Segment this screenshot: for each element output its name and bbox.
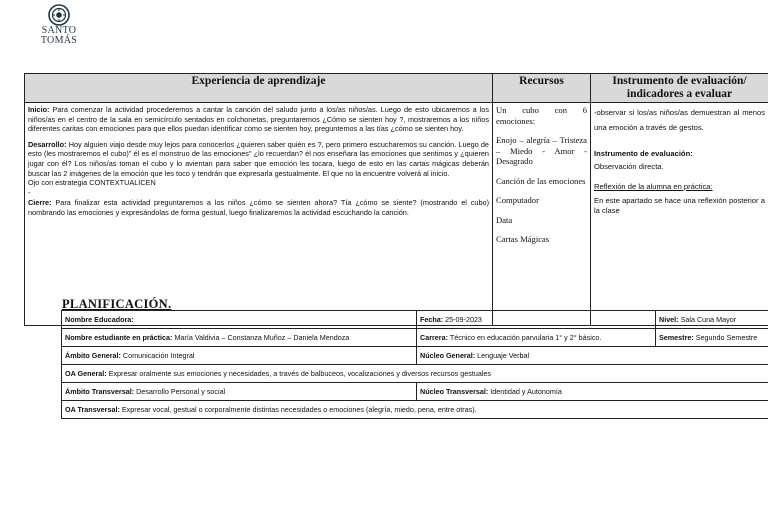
dash-separator: - [28, 187, 31, 197]
oa-transversal-cell [62, 401, 768, 419]
educadora-label: Nombre Educadora: [65, 315, 134, 324]
experience-cell [25, 103, 493, 326]
crest-icon [48, 4, 70, 26]
cierre-paragraph [28, 198, 489, 217]
carrera-cell [417, 329, 656, 347]
semestre-cell [656, 329, 768, 347]
cierre-label: Cierre: [28, 198, 52, 208]
fecha-value: 25-09-2023 [443, 315, 482, 324]
nucleo-transversal-cell [417, 383, 768, 401]
desarrollo-paragraph [28, 140, 489, 178]
reflexion-text: En este apartado se hace una reflexión posterior a la clase [594, 196, 765, 215]
nucleo-transversal-label: Núcleo Transversal: [420, 387, 489, 396]
cierre-text: Para finalizar esta actividad preguntaremos a los niños ¿cómo se sienten ahora? Tía ¿cómo se siente? (mostrando el cubo) nombrando las emociones y expresándolas de forma gestual, luego finalizaremos la actividad escuchando la canción. [28, 198, 489, 217]
fecha-cell [417, 311, 656, 329]
resource-item: Computador [496, 195, 539, 205]
ambito-value: Comunicación Integral [120, 351, 195, 360]
experience-table [24, 73, 768, 326]
ambito-transversal-value: Desarrollo Personal y social [134, 387, 226, 396]
planificacion-title: PLANIFICACIÓN. [62, 297, 172, 311]
inicio-text: Para comenzar la actividad procederemos a cantar la canción del saludo junto a los/as niños/as. Luego de esto ubicaremos a los niños/as en el centro de la sala en semicírculo sentados en colchonetas, preguntaremos ¿Cómo se sienten hoy ?, mostraremos a los niños diferentes caritas con emociones para que ellos puedan identificar como se sienten hoy, preguntemos a las tías ¿cómo se sienten hoy. [28, 105, 489, 134]
logo-line-2: TOMÁS [40, 35, 78, 46]
semestre-value: Segundo Semestre [693, 333, 758, 342]
resource-item: Enojo – alegría – Tristeza – Miedo - Amor - Desagrado [496, 135, 587, 166]
nucleo-label: Núcleo General: [420, 351, 476, 360]
desarrollo-label: Desarrollo: [28, 139, 67, 149]
logo-line-1: SANTO [41, 25, 77, 36]
instrumento-line [594, 149, 765, 159]
nucleo-value: Lenguaje Verbal [475, 351, 530, 360]
nucleo-transversal-value: Identidad y Autonomía [488, 387, 562, 396]
reflexion-title: Reflexión de la alumna en práctica: [594, 182, 713, 191]
resource-item: Cartas Mágicas [496, 234, 550, 244]
nivel-label: Nivel: [659, 315, 679, 324]
educadora-cell [62, 311, 417, 329]
ambito-label: Ámbito General: [65, 351, 121, 360]
table-row [62, 383, 768, 401]
planificacion-table [61, 310, 768, 419]
instrumento-label: Instrumento de evaluación: [594, 149, 693, 158]
resources-cell [493, 103, 591, 326]
carrera-label: Carrera: [420, 333, 448, 342]
oa-transversal-value: Expresar vocal, gestual o corporalmente distintas necesidades o emociones (alegría, miedo, pena, entre otras). [119, 405, 477, 414]
oa-general-label: OA General: [65, 369, 107, 378]
resource-item: Data [496, 214, 513, 225]
table-row [62, 365, 768, 383]
oa-general-value: Expresar oralmente sus emociones y necesidades, a través de balbuceos, vocalizaciones y diversos recursos gestuales [106, 369, 491, 378]
estrategia-note: Ojo con estrategia CONTEXTUALICEN [28, 178, 156, 188]
nivel-cell [656, 311, 768, 329]
inicio-label: Inicio: [28, 105, 50, 114]
ambito-cell [62, 347, 417, 365]
indicator-text: -observar si los/as niños/as demuestran al menos una emoción a través de gestos. [594, 108, 765, 132]
resource-item: Canción de las emociones [496, 175, 586, 186]
instrument-cell [591, 103, 768, 326]
inicio-paragraph [28, 105, 489, 134]
estudiante-cell [62, 329, 417, 347]
oa-transversal-label: OA Transversal: [65, 405, 120, 414]
fecha-label: Fecha: [420, 315, 444, 324]
instrumento-value: Observación directa. [594, 162, 664, 171]
table-row [62, 401, 768, 419]
header-resources: Recursos [493, 74, 591, 103]
carrera-value: Técnico en educación parvularia 1° y 2° básico. [447, 333, 602, 342]
table-row [62, 329, 768, 347]
resource-item: Un cubo con 6 emociones: [496, 105, 587, 126]
table-row [62, 311, 768, 329]
estudiante-value: María Valdivia – Constanza Muñoz – Daniela Mendoza [172, 333, 350, 342]
oa-general-cell [62, 365, 768, 383]
ambito-transversal-cell [62, 383, 417, 401]
header-instrument: Instrumento de evaluación/ indicadores a evaluar [591, 74, 768, 103]
estudiante-label: Nombre estudiante en práctica: [65, 333, 173, 342]
desarrollo-text: Hoy alguien viajo desde muy lejos para conocerlos ¿quieren saber quién es ?, pero primero escucharemos su canción. Luego de esto (les mostraremos el cubo)" él es el monstruo de las emociones" ¿lo recuerdan? él nos enseñara las emociones que sentimos y ¿quieren jugar con él? Los niños/as toman el cubo y lo avientan para saber que emoción les tocara, luego de esto en las cartas mágicas deberán buscar las 2 imágenes de la emoción que les toco y tendrán que expresarla gestualmente. El que no la encuentre volverá al inicio. [28, 139, 489, 178]
nivel-value: Sala Cuna Mayor [678, 315, 737, 324]
header-experience: Experiencia de aprendizaje [25, 74, 493, 103]
nucleo-cell [417, 347, 768, 365]
semestre-label: Semestre: [659, 333, 694, 342]
table-row [62, 347, 768, 365]
santo-tomas-logo [34, 4, 84, 52]
ambito-transversal-label: Ámbito Transversal: [65, 387, 135, 396]
